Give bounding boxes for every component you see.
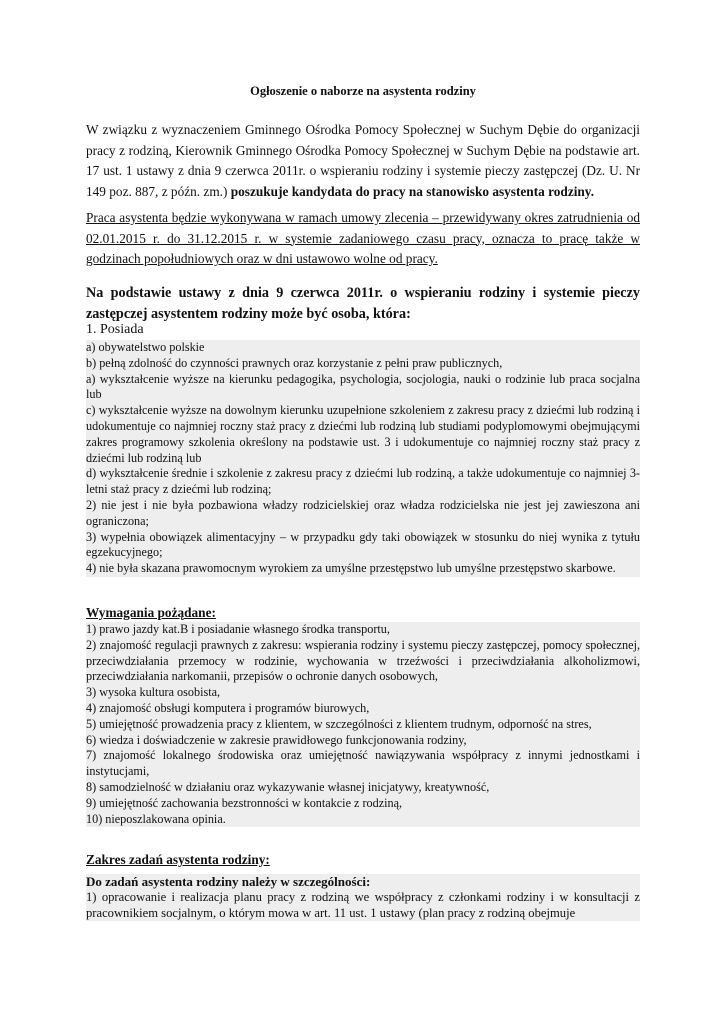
- preferred-item: 4) znajomość obsługi komputera i programów biurowych,: [86, 700, 370, 715]
- intro-bold-text: poszukuje kandydata do pracy na stanowisko asystenta rodziny.: [227, 183, 595, 199]
- posiada-label: 1. Posiada: [86, 322, 144, 337]
- requirements-list: [86, 340, 640, 577]
- preferred-item: 5) umiejętność prowadzenia pracy z klientem, w szczególności z klientem trudnym, odporność na stres,: [86, 716, 592, 731]
- requirement-item: b) pełną zdolność do czynności prawnych oraz korzystanie z pełni praw publicznych,: [86, 355, 503, 370]
- requirement-item: 3) wypełnia obowiązek alimentacyjny – w przypadku gdy taki obowiązek w stosunku do niej wynika z tytułu egzekucyjnego;: [86, 529, 640, 560]
- legal-basis-heading: Na podstawie ustawy z dnia 9 czerwca 2011r. o wspieraniu rodziny i systemie pieczy zastępczej asystentem rodziny może być osoba, która:: [86, 285, 640, 322]
- preferred-item: 8) samodzielność w działaniu oraz wykazywanie własnej inicjatywy, kreatywność,: [86, 779, 490, 794]
- preferred-list: [86, 622, 640, 827]
- preferred-item: 6) wiedza i doświadczenie w zakresie prawidłowego funkcjonowania rodziny,: [86, 732, 467, 747]
- requirement-item: a) obywatelstwo polskie: [86, 340, 205, 354]
- preferred-item: 7) znajomość lokalnego środowiska oraz umiejętność nawiązywania współpracy z innymi jednostkami i instytucjami,: [86, 748, 640, 779]
- tasks-text: 1) opracowanie i realizacja planu pracy z rodziną we współpracy z członkami rodziny i w konsultacji z pracownikiem socjalnym, o którym mowa w art. 11 ust. 1 ustawy (plan pracy z rodziną obejmuje: [86, 890, 640, 920]
- preferred-heading: Wymagania pożądane:: [86, 605, 216, 620]
- tasks-heading: Zakres zadań asystenta rodziny:: [86, 852, 270, 867]
- preferred-item: 2) znajomość regulacji prawnych z zakresu: wspierania rodziny i systemu pieczy zastępczej, pomocy społecznej, przeciwdziałania przemocy w rodzinie, wychowania w trzeźwości i przeciwdziałania alkoholizmowi, przeciwdziałania narkomanii, przepisów o ochronie danych osobowych,: [86, 637, 640, 684]
- preferred-item: 1) prawo jazdy kat.B i posiadanie własnego środka transportu,: [86, 622, 390, 636]
- contract-paragraph: Praca asystenta będzie wykonywana w ramach umowy zlecenia – przewidywany okres zatrudnienia od 02.01.2015 r. do 31.12.2015 r. w systemie zadaniowego czasu pracy, oznacza to pracę także w godzinach popołudniowych oraz w dni ustawowo wolne od pracy.: [86, 210, 640, 266]
- intro-paragraph: [86, 120, 640, 202]
- requirement-item: c) wykształcenie wyższe na dowolnym kierunku uzupełnione szkoleniem z zakresu pracy z dziećmi lub rodziną i udokumentuje co najmniej roczny staż pracy z dziećmi lub rodziną lub studiami podyplomowymi obejmującymi zakres programowy szkolenia określony na podstawie ust. 3 i udokumentuje co najmniej roczny staż pracy z dziećmi lub rodziną lub: [86, 403, 640, 465]
- requirement-item: d) wykształcenie średnie i szkolenie z zakresu pracy z dziećmi lub rodziną, a także udokumentuje co najmniej 3-letni staż pracy z dziećmi lub rodziną;: [86, 466, 640, 497]
- document-title: Ogłoszenie o naborze na asystenta rodziny: [250, 84, 476, 98]
- requirement-item: a) wykształcenie wyższe na kierunku pedagogika, psychologia, socjologia, nauki o rodzinie lub praca socjalna lub: [86, 371, 640, 402]
- tasks-subheading: Do zadań asystenta rodziny należy w szczególności:: [86, 874, 640, 890]
- requirement-item: 4) nie była skazana prawomocnym wyrokiem za umyślne przestępstwo lub umyślne przestępstwo skarbowe.: [86, 561, 616, 576]
- preferred-item: 3) wysoka kultura osobista,: [86, 685, 221, 700]
- requirement-item: 2) nie jest i nie była pozbawiona władzy rodzicielskiej oraz władza rodzicielska nie jest jej zawieszona ani ograniczona;: [86, 497, 640, 528]
- preferred-item: 10) nieposzlakowana opinia.: [86, 811, 226, 826]
- preferred-item: 9) umiejętność zachowania bezstronności w kontakcie z rodziną,: [86, 795, 403, 810]
- intro-text: W związku z wyznaczeniem Gminnego Ośrodka Pomocy Społecznej w Suchym Dębie do organizacji pracy z rodziną, Kierownik Gminnego Ośrodka Pomocy Społecznej w Suchym Dębie na podstawie art. 17 ust. 1 ustawy z dnia 9 czerwca 2011r. o wspieraniu rodziny i systemie pieczy zastępczej (Dz. U. Nr 149 poz. 887, z późn. zm.): [86, 122, 640, 199]
